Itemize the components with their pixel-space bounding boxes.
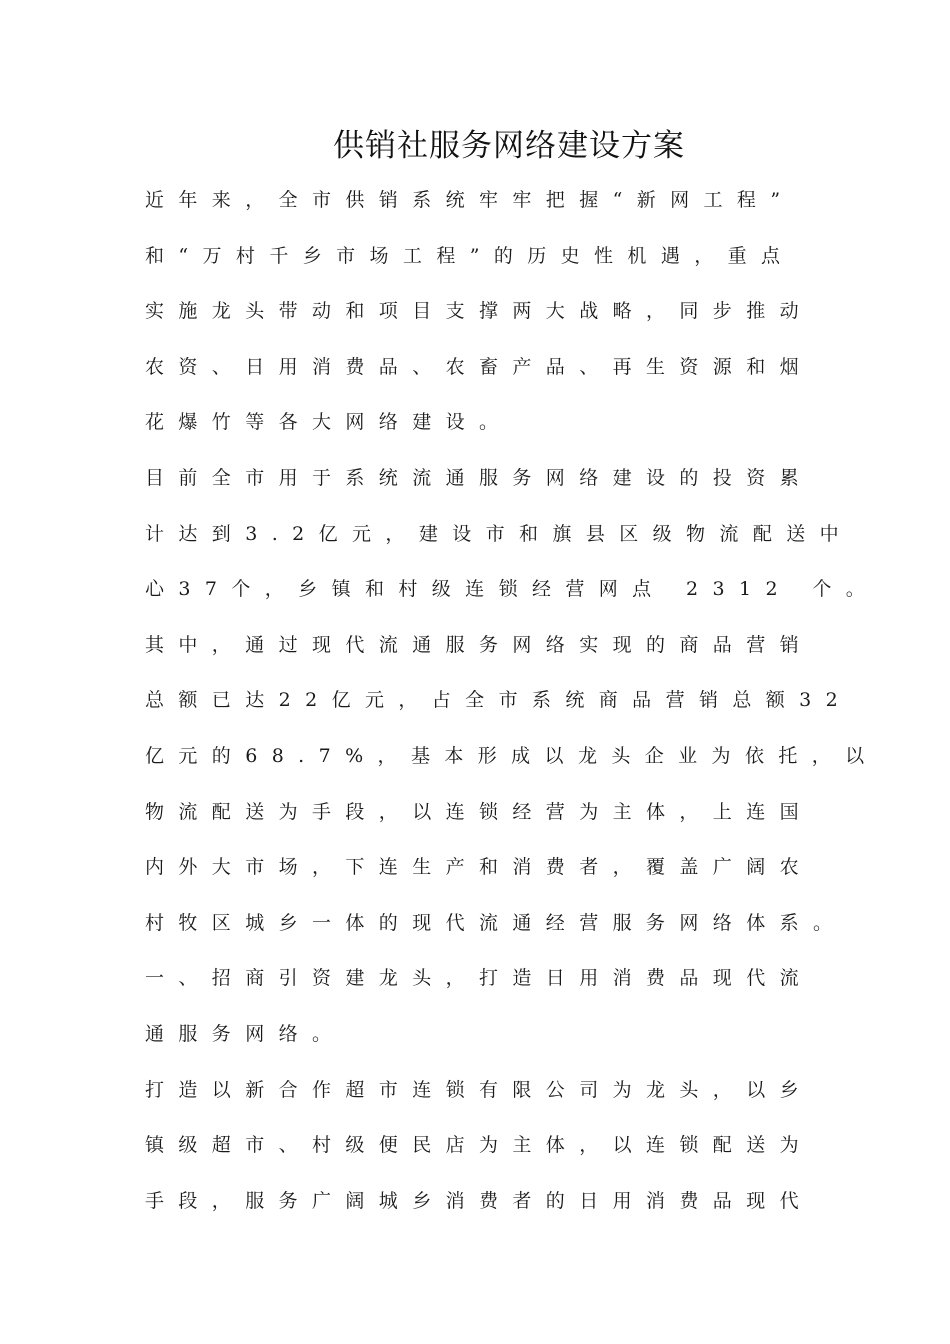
body-line: 农资、日用消费品、农畜产品、再生资源和烟: [145, 355, 814, 378]
body-line: 物流配送为手段，以连锁经营为主体，上连国: [145, 800, 814, 823]
body-line: 通服务网络。: [145, 1022, 346, 1045]
body-line: 打造以新合作超市连锁有限公司为龙头，以乡: [145, 1078, 814, 1101]
body-line: 总额已达22亿元，占全市系统商品营销总额32: [145, 689, 853, 712]
body-line: 花爆竹等各大网络建设。: [145, 411, 513, 434]
body-line: 实施龙头带动和项目支撑两大战略，同步推动: [145, 300, 814, 323]
body-line: 一、招商引资建龙头，打造日用消费品现代流: [145, 967, 814, 990]
body-line: 手段，服务广阔城乡消费者的日用消费品现代: [145, 1189, 814, 1212]
document-body: [145, 184, 880, 1240]
body-line: 镇级超市、村级便民店为主体，以连锁配送为: [145, 1134, 814, 1157]
body-line: 和“万村千乡市场工程”的历史性机遇，重点: [145, 244, 795, 267]
document-title: 供销社服务网络建设方案: [333, 128, 685, 164]
body-line: 内外大市场，下连生产和消费者，覆盖广阔农: [145, 856, 814, 879]
body-line: 计达到3.2亿元，建设市和旗县区级物流配送中: [145, 522, 854, 545]
body-line: 目前全市用于系统流通服务网络建设的投资累: [145, 466, 814, 489]
body-line: 村牧区城乡一体的现代流通经营服务网络体系。: [145, 911, 847, 934]
body-line: 心37个，乡镇和村级连锁经营网点 2312 个。: [145, 578, 880, 601]
body-line: 近年来，全市供销系统牢牢把握“新网工程”: [145, 189, 795, 211]
body-line: 其中，通过现代流通服务网络实现的商品营销: [145, 633, 814, 656]
body-line: 亿元的68.7%，基本形成以龙头企业为依托，以: [145, 744, 879, 767]
